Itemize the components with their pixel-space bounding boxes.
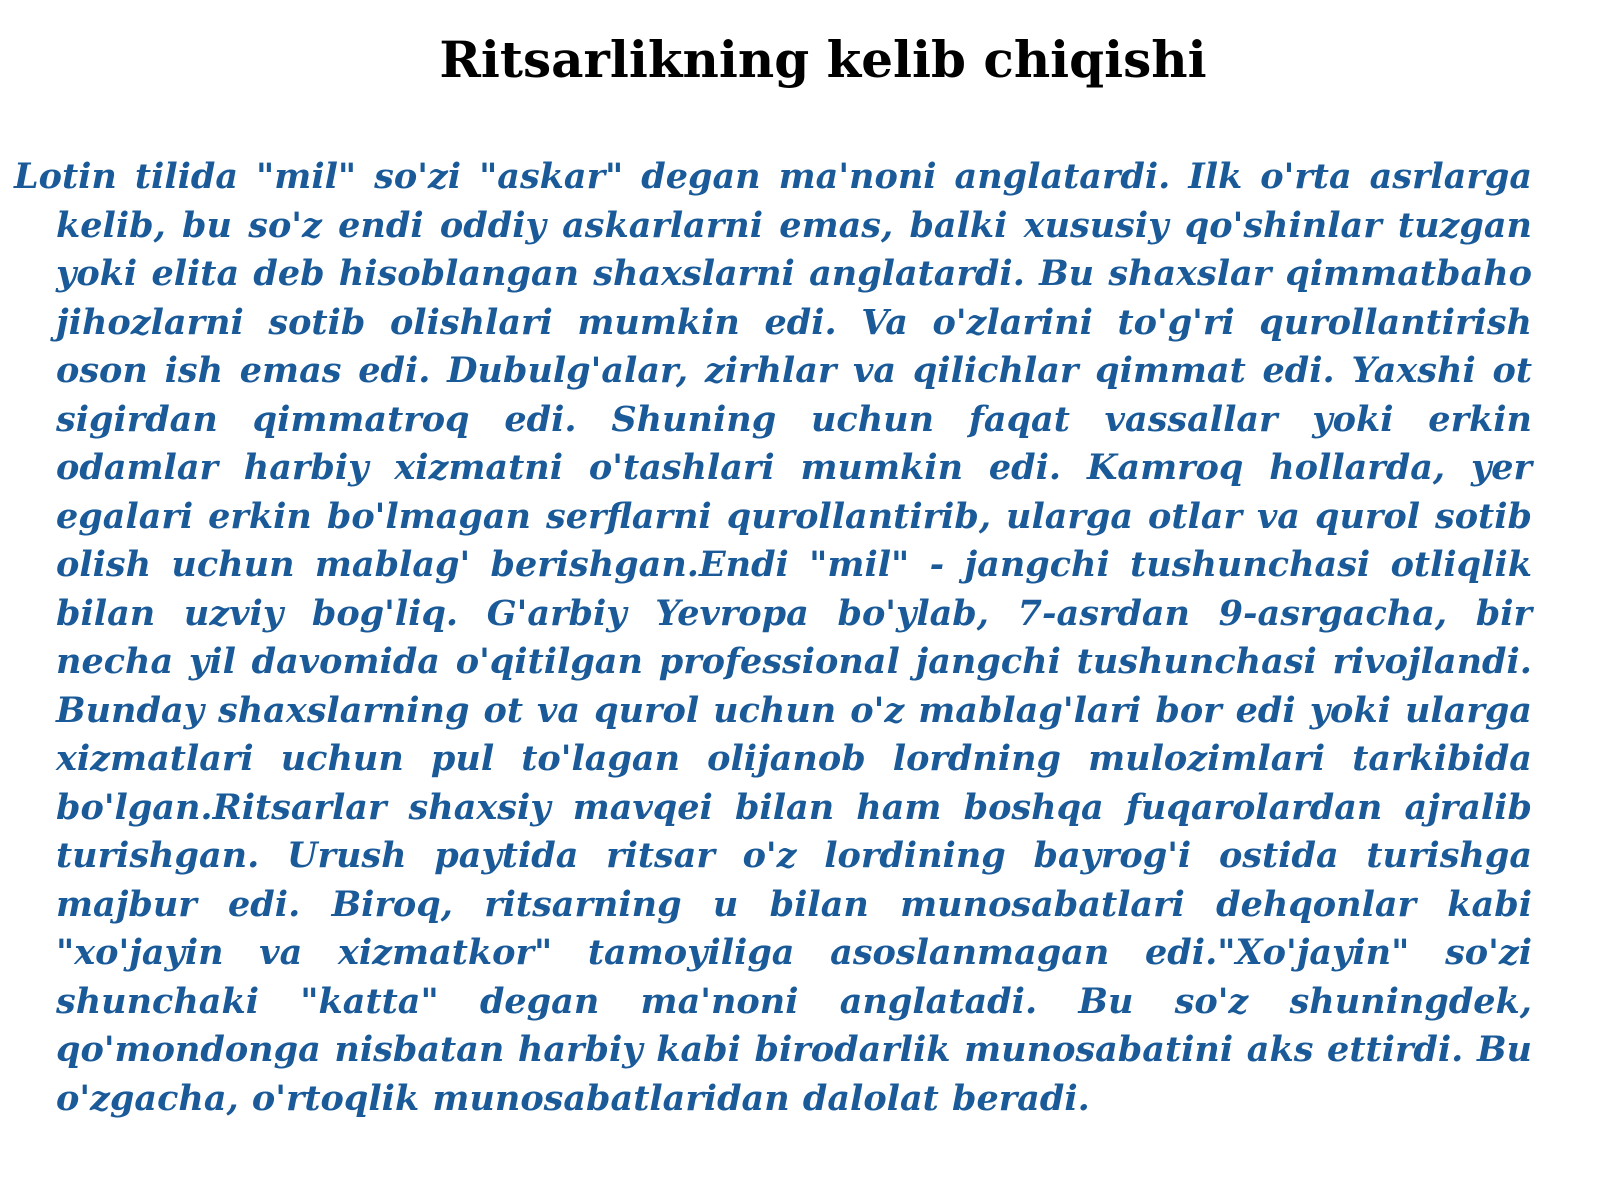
slide-title: Ritsarlikning kelib chiqishi xyxy=(439,30,1207,89)
body-paragraph: Lotin tilida "mil" so'zi "askar" degan ma'noni anglatardi. Ilk o'rta asrlarga kelib, bu so'z endi oddiy askarlarni emas, balki xususiy qo'shinlar tuzgan yoki elita deb hisoblangan shaxslarni anglatardi. Bu shaxslar qimmatbaho jihozlarni sotib olishlari mumkin edi. Va o'zlarini to'g'ri qurollantirish oson ish emas edi. Dubulg'alar, zirhlar va qilichlar qimmat edi. Yaxshi ot sigirdan qimmatroq edi. Shuning uchun faqat vassallar yoki erkin odamlar harbiy xizmatni o'tashlari mumkin edi. Kamroq hollarda, yer egalari erkin bo'lmagan serflarni qurollantirib, ularga otlar va qurol sotib olish uchun mablag' berishgan.Endi "mil" - jangchi tushunchasi otliqlik bilan uzviy bog'liq. G'arbiy Yevropa bo'ylab, 7-asrdan 9-asrgacha, bir necha yil davomida o'qitilgan professional jangchi tushunchasi rivojlandi. Bunday shaxslarning ot va qurol uchun o'z mablag'lari bor edi yoki ularga xizmatlari uchun pul to'lagan olijanob lordning mulozimlari tarkibida bo'lgan.Ritsarlar shaxsiy mavqei bilan ham boshqa fuqarolardan ajralib turishgan. Urush paytida ritsar o'z lordining bayrog'i ostida turishga majbur edi. Biroq, ritsarning u bilan munosabatlari dehqonlar kabi "xo'jayin va xizmatkor" tamoyiliga asoslanmagan edi."Xo'jayin" so'zi shunchaki "katta" degan ma'noni anglatadi. Bu so'z shuningdek, qo'mondonga nisbatan harbiy kabi birodarlik munosabatini aks ettirdi. Bu o'zgacha, o'rtoqlik munosabatlaridan dalolat beradi. xyxy=(14,156,1532,1119)
